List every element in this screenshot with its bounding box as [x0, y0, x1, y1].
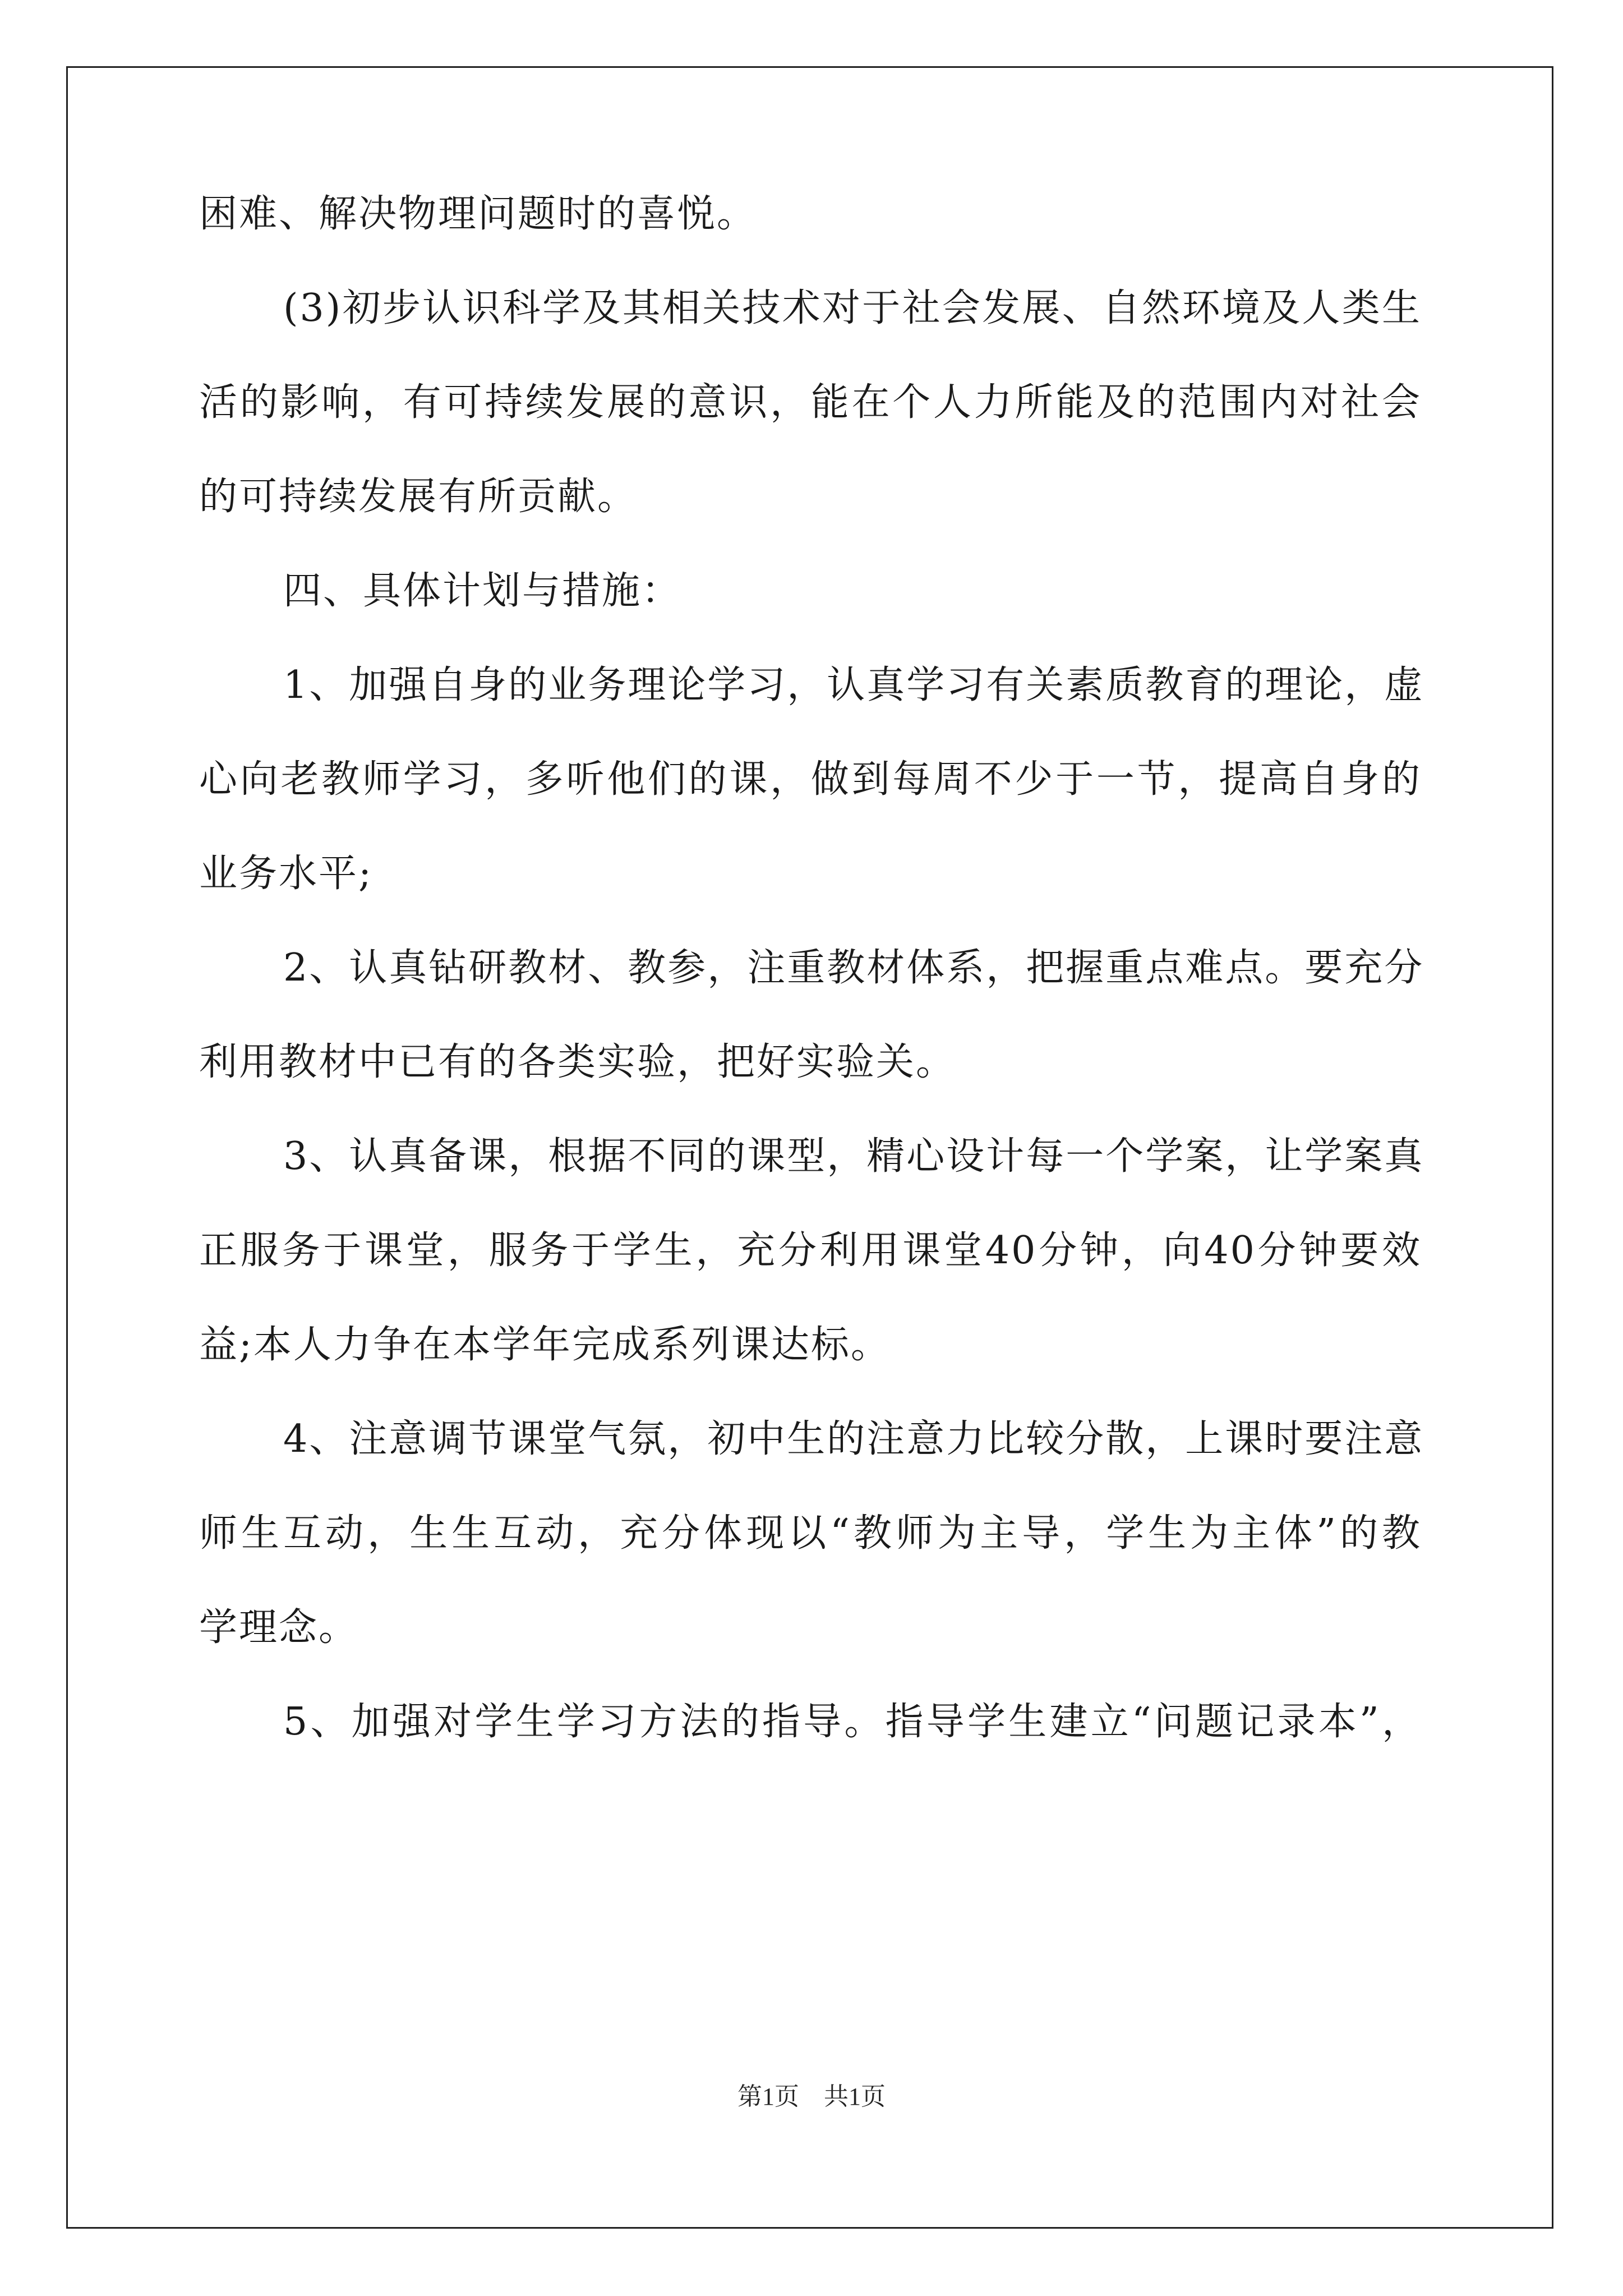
- text-line: 4、注意调节课堂气氛，初中生的注意力比较分散，上课时要注意: [283, 1417, 1424, 1461]
- page-number-footer: 第1页 共1页: [737, 2083, 886, 2110]
- section-heading: 四、具体计划与措施：: [283, 569, 682, 613]
- text-line: 心向老教师学习，多听他们的课，做到每周不少于一节，提高自身的: [199, 757, 1422, 802]
- text-line: 利用教材中已有的各类实验，把好实验关。: [199, 1040, 956, 1084]
- text-line: 的可持续发展有所贡献。: [199, 475, 638, 519]
- document-body: [199, 191, 1422, 1793]
- text-line: 学理念。: [199, 1605, 359, 1650]
- text-line: 3、认真备课，根据不同的课型，精心设计每一个学案，让学案真: [283, 1134, 1424, 1179]
- text-line: 1、加强自身的业务理论学习，认真学习有关素质教育的理论，虚: [283, 663, 1424, 707]
- text-line: 业务水平;: [199, 852, 373, 896]
- text-line: 师生互动，生生互动，充分体现以“教师为主导，学生为主体”的教: [199, 1511, 1422, 1556]
- text-line: 5、加强对学生学习方法的指导。指导学生建立“问题记录本”，: [283, 1700, 1422, 1744]
- text-line: 正服务于课堂，服务于学生，充分利用课堂40分钟，向40分钟要效: [199, 1228, 1422, 1273]
- text-line: (3)初步认识科学及其相关技术对于社会发展、自然环境及人类生: [283, 286, 1422, 330]
- text-line: 2、认真钻研教材、教参，注重教材体系，把握重点难点。要充分: [283, 946, 1424, 990]
- text-line: 困难、解决物理问题时的喜悦。: [199, 192, 757, 236]
- text-line: 活的影响，有可持续发展的意识，能在个人力所能及的范围内对社会: [199, 380, 1422, 425]
- text-line: 益;本人力争在本学年完成系列课达标。: [199, 1323, 891, 1367]
